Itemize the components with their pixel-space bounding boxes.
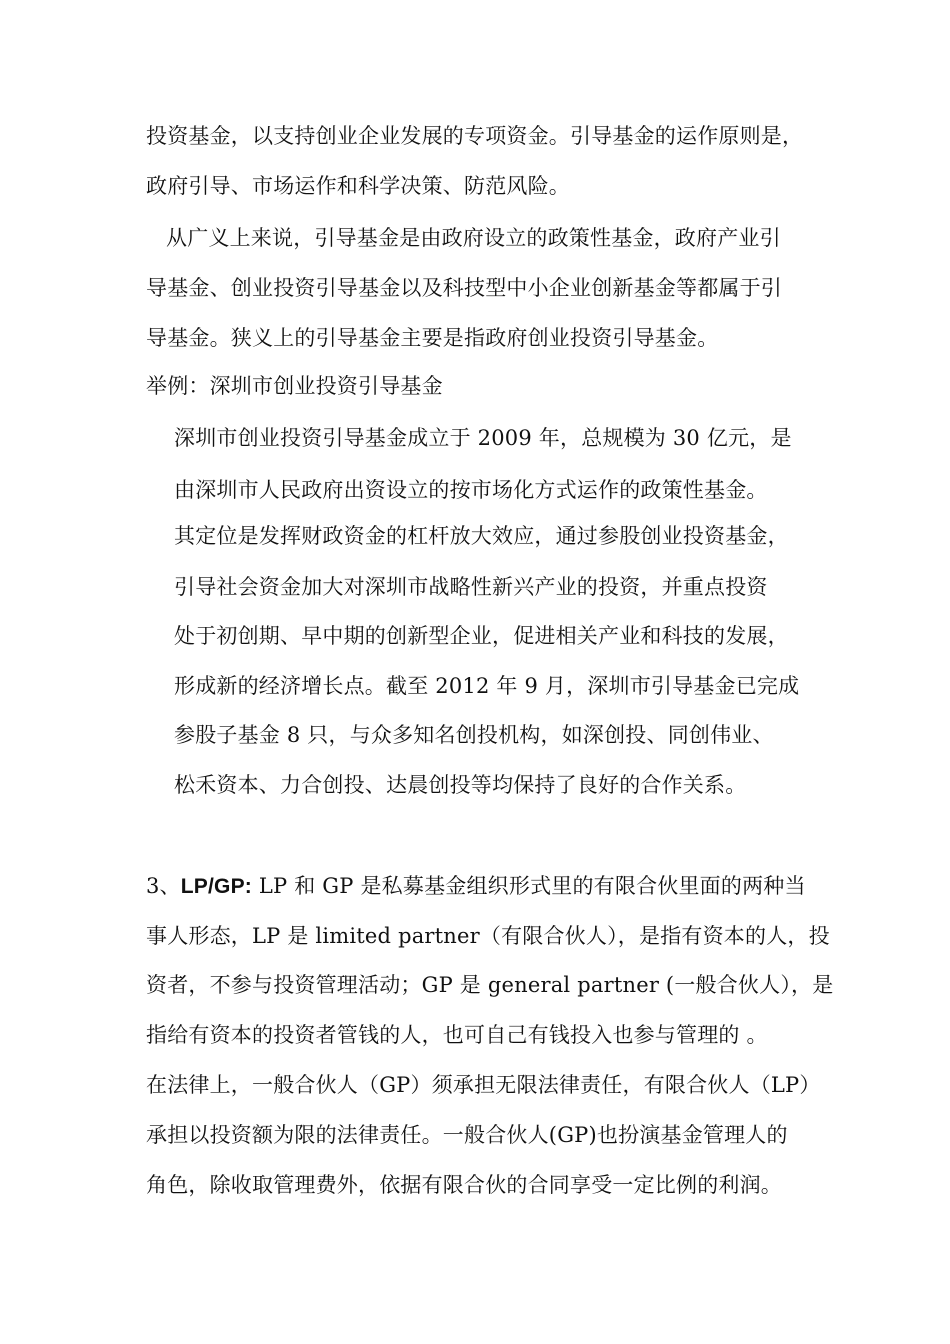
section3-line-4: 指给有资本的投资者管钱的人，也可自己有钱投入也参与管理的 。 xyxy=(146,1023,768,1047)
section3-first-line-text: LP 和 GP 是私募基金组织形式里的有限合伙里面的两种当 xyxy=(251,874,806,898)
example-line-3: 其定位是发挥财政资金的杠杆放大效应，通过参股创业投资基金， xyxy=(174,524,789,548)
intro-line-2: 政府引导、市场运作和科学决策、防范风险。 xyxy=(146,174,570,198)
intro-line-1: 投资基金，以支持创业企业发展的专项资金。引导基金的运作原则是， xyxy=(146,124,804,148)
section3-line-2: 事人形态，LP 是 limited partner（有限合伙人），是指有资本的人，投 xyxy=(146,924,830,948)
section3-line-7: 角色，除收取管理费外，依据有限合伙的合同享受一定比例的利润。 xyxy=(146,1173,782,1197)
section3-line-5: 在法律上，一般合伙人（GP）须承担无限法律责任，有限合伙人（LP） xyxy=(146,1073,821,1097)
broad-definition-line-3: 导基金。狭义上的引导基金主要是指政府创业投资引导基金。 xyxy=(146,326,719,350)
broad-definition-line-1: 从广义上来说，引导基金是由政府设立的政策性基金，政府产业引 xyxy=(166,226,781,250)
section3-first-line xyxy=(146,872,806,901)
example-line-1: 深圳市创业投资引导基金成立于 2009 年，总规模为 30 亿元，是 xyxy=(174,426,792,450)
broad-definition-line-2: 导基金、创业投资引导基金以及科技型中小企业创新基金等都属于引 xyxy=(146,276,782,300)
section3-number: 3、 xyxy=(146,874,181,898)
section3-line-6: 承担以投资额为限的法律责任。一般合伙人(GP)也扮演基金管理人的 xyxy=(146,1123,788,1147)
example-line-8: 松禾资本、力合创投、达晨创投等均保持了良好的合作关系。 xyxy=(174,773,747,797)
example-line-7: 参股子基金 8 只，与众多知名创投机构，如深创投、同创伟业、 xyxy=(174,723,774,747)
example-line-2: 由深圳市人民政府出资设立的按市场化方式运作的政策性基金。 xyxy=(174,478,768,502)
section3-line-3: 资者，不参与投资管理活动；GP 是 general partner (一般合伙人），是 xyxy=(146,973,834,997)
example-heading: 举例：深圳市创业投资引导基金 xyxy=(146,374,443,398)
section3-label: LP/GP: xyxy=(180,875,252,898)
example-line-4: 引导社会资金加大对深圳市战略性新兴产业的投资，并重点投资 xyxy=(174,575,768,599)
example-line-5: 处于初创期、早中期的创新型企业，促进相关产业和科技的发展， xyxy=(174,624,789,648)
example-line-6: 形成新的经济增长点。截至 2012 年 9 月，深圳市引导基金已完成 xyxy=(174,674,800,698)
